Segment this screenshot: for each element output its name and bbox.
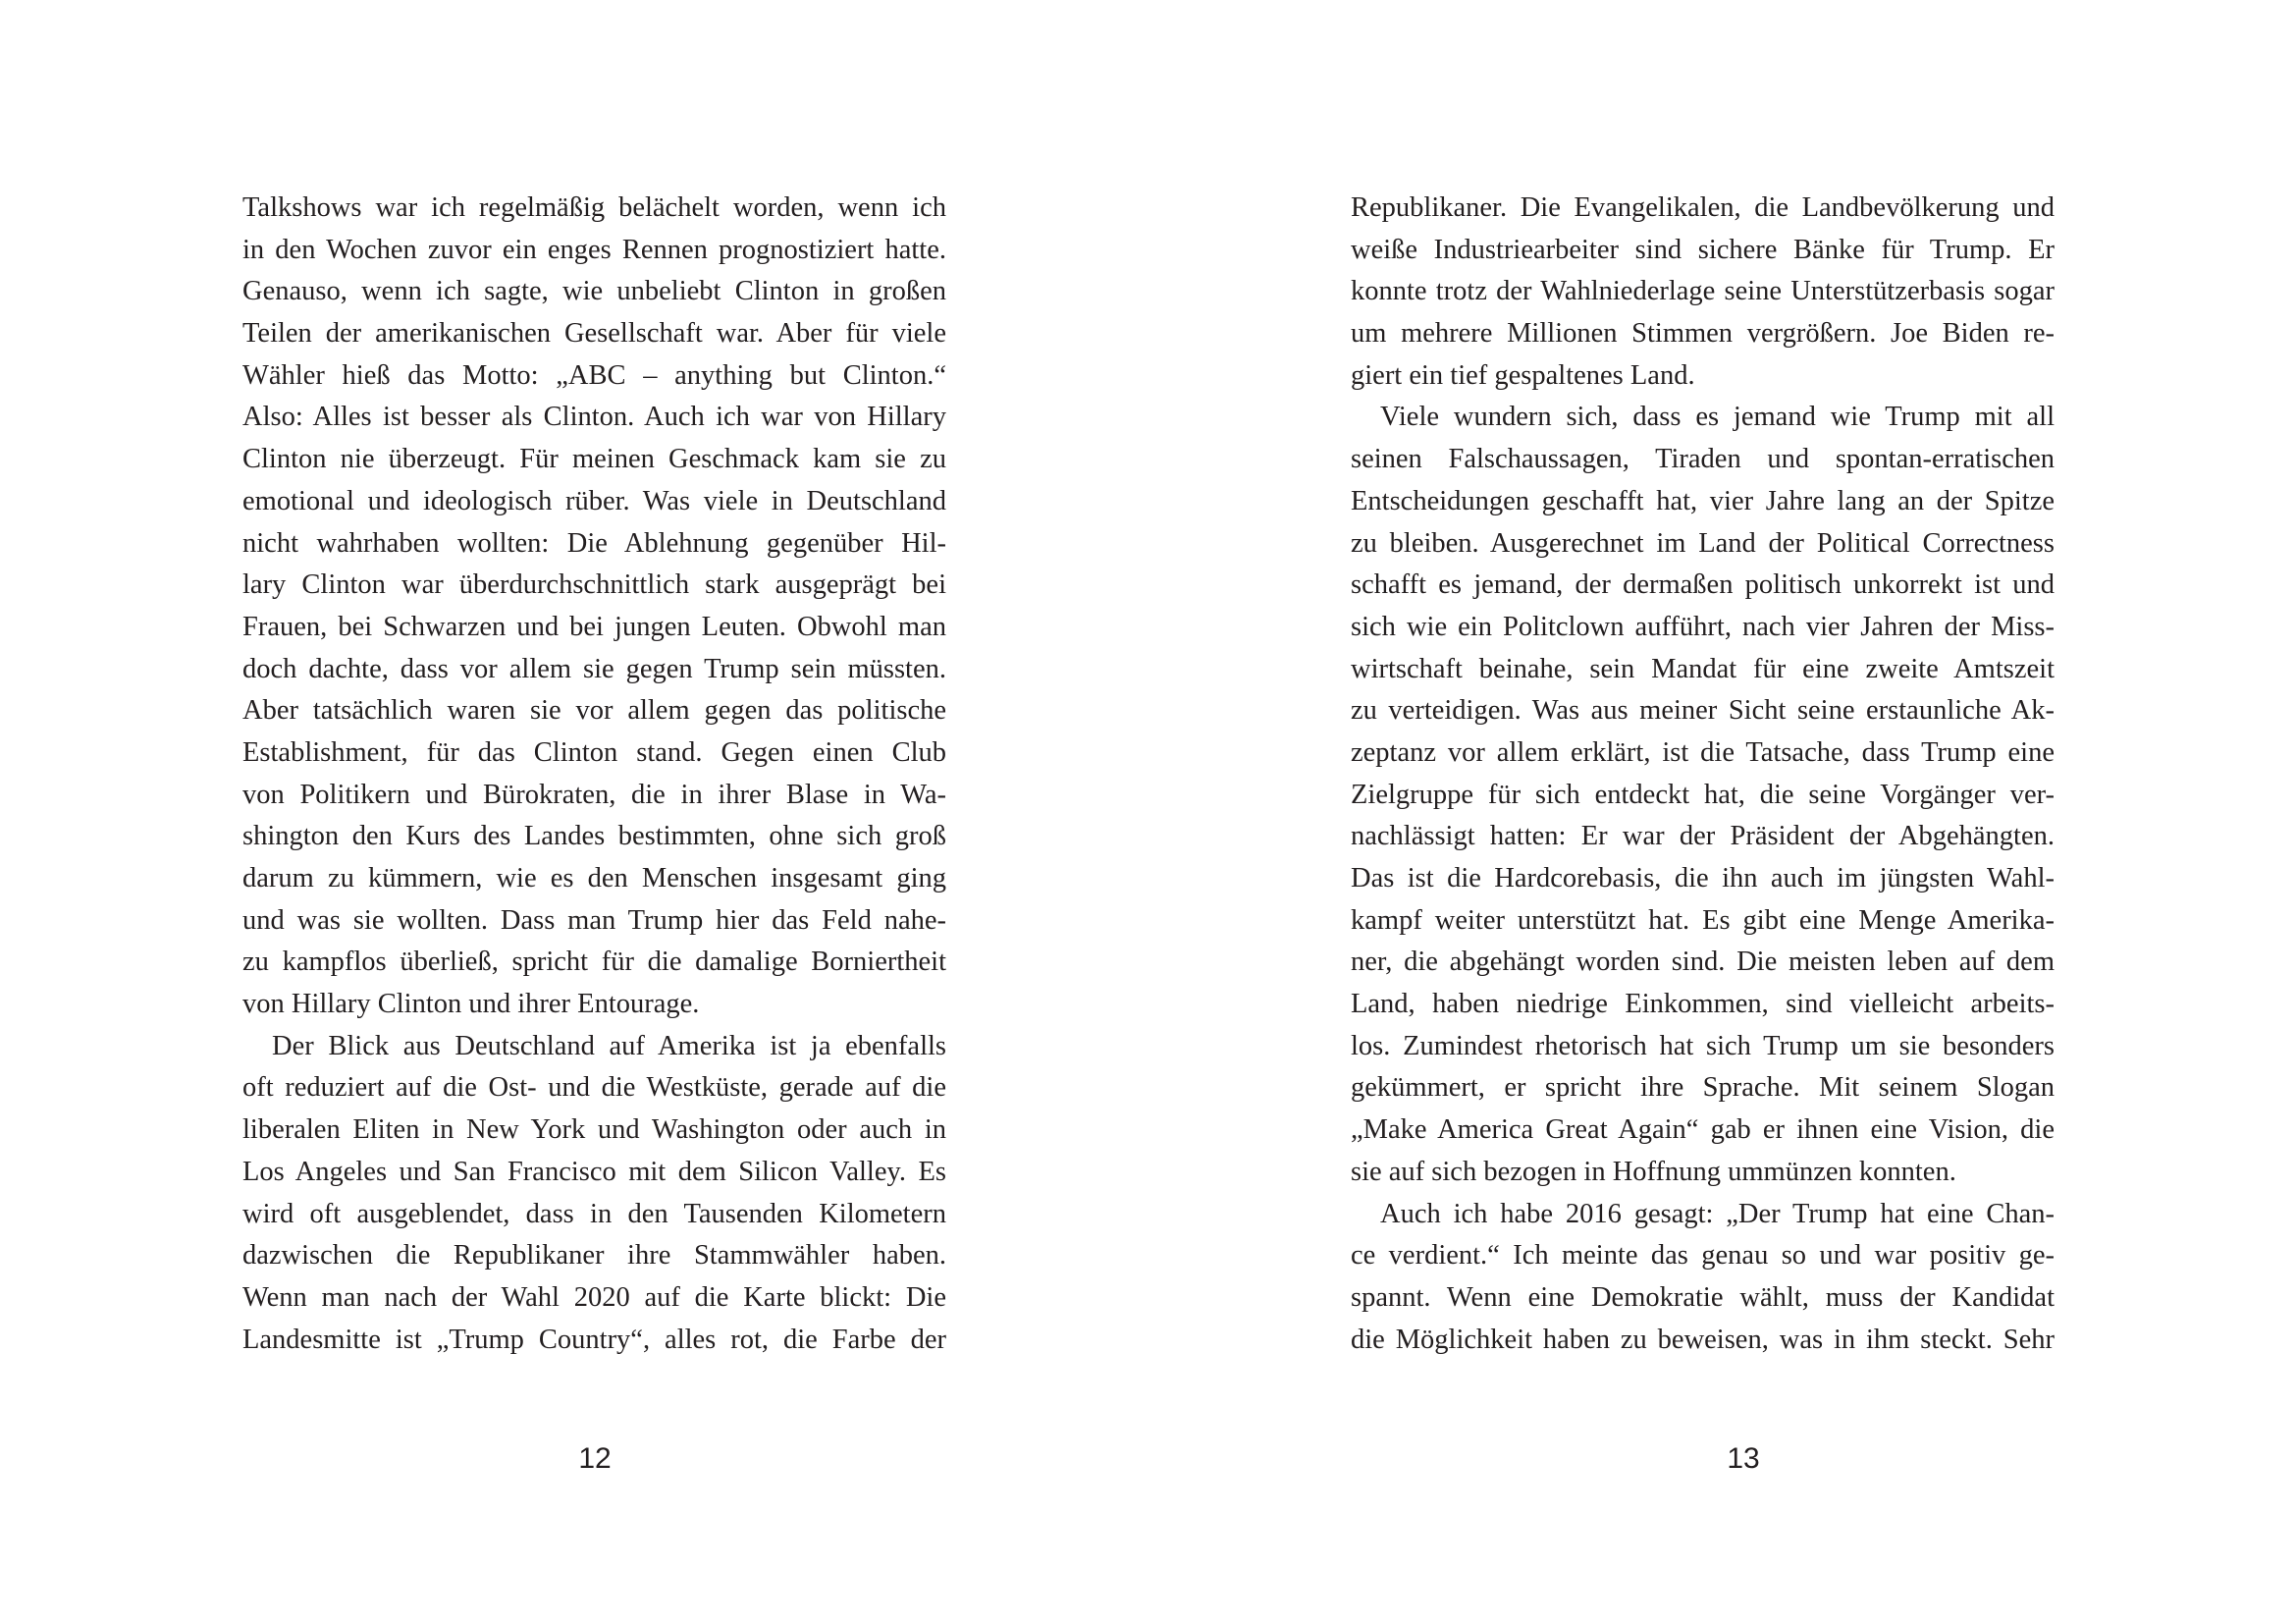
text-line: um mehrere Millionen Stimmen vergrößern. Joe Biden re- <box>1351 318 2055 350</box>
text-line: seinen Falschaussagen, Tiraden und spontan-erratischen <box>1351 444 2055 475</box>
text-line: shington den Kurs des Landes bestimmten, ohne sich groß <box>242 821 946 852</box>
text-line: Also: Alles ist besser als Clinton. Auch ich war von Hillary <box>242 402 946 433</box>
text-line: Los Angeles und San Francisco mit dem Silicon Valley. Es <box>242 1156 946 1187</box>
text-line: spannt. Wenn eine Demokratie wählt, muss der Kandidat <box>1351 1281 2055 1313</box>
text-line: zu verteidigen. Was aus meiner Sicht seine erstaunliche Ak- <box>1351 695 2055 727</box>
text-line: dazwischen die Republikaner ihre Stammwähler haben. <box>242 1240 946 1272</box>
text-line: nicht wahrhaben wollten: Die Ablehnung gegenüber Hil- <box>242 527 946 559</box>
text-line: darum zu kümmern, wie es den Menschen insgesamt ging <box>242 863 946 893</box>
text-line: oft reduziert auf die Ost- und die Westküste, gerade auf die <box>242 1072 946 1104</box>
text-line: Teilen der amerikanischen Gesellschaft war. Aber für viele <box>242 318 946 350</box>
text-line: emotional und ideologisch rüber. Was viele in Deutschland <box>242 485 946 516</box>
text-line: zu kampflos überließ, spricht für die damalige Borniertheit <box>242 947 946 978</box>
text-line: liberalen Eliten in New York und Washington oder auch in <box>242 1114 946 1146</box>
text-line: Landesmitte ist „Trump Country“, alles rot, die Farbe der <box>242 1324 946 1355</box>
text-line: nachlässigt hatten: Er war der Präsident der Abgehängten. <box>1351 821 2055 852</box>
text-line: in den Wochen zuvor ein enges Rennen prognostiziert hatte. <box>242 234 946 265</box>
text-line: von Politikern und Bürokraten, die in ihrer Blase in Wa- <box>242 779 946 810</box>
text-line: Das ist die Hardcorebasis, die ihn auch im jüngsten Wahl- <box>1351 863 2055 893</box>
text-line: kampf weiter unterstützt hat. Es gibt eine Menge Amerika- <box>1351 904 2055 936</box>
text-line: sich wie ein Politclown aufführt, nach vier Jahren der Miss- <box>1351 611 2055 642</box>
text-line: Establishment, für das Clinton stand. Gegen einen Club <box>242 736 946 768</box>
text-line: wirtschaft beinahe, sein Mandat für eine zweite Amtszeit <box>1351 653 2055 684</box>
text-line: Talkshows war ich regelmäßig belächelt worden, wenn ich <box>242 192 946 223</box>
text-line: zu bleiben. Ausgerechnet im Land der Political Correctness <box>1351 527 2055 559</box>
text-line: Wähler hieß das Motto: „ABC – anything but Clinton.“ <box>242 359 946 391</box>
text-line: los. Zumindest rhetorisch hat sich Trump um sie besonders <box>1351 1030 2055 1061</box>
text-line: Republikaner. Die Evangelikalen, die Landbevölkerung und <box>1351 192 2055 223</box>
text-line: Land, haben niedrige Einkommen, sind vielleicht arbeits- <box>1351 989 2055 1020</box>
text-line: konnte trotz der Wahlniederlage seine Unterstützerbasis sogar <box>1351 276 2055 307</box>
text-line: lary Clinton war überdurchschnittlich stark ausgeprägt bei <box>242 569 946 601</box>
text-line: schafft es jemand, der dermaßen politisch unkorrekt ist und <box>1351 569 2055 601</box>
text-line: wird oft ausgeblendet, dass in den Tausenden Kilometern <box>242 1198 946 1229</box>
text-line: ce verdient.“ Ich meinte das genau so und war positiv ge- <box>1351 1240 2055 1272</box>
text-line: Auch ich habe 2016 gesagt: „Der Trump hat eine Chan- <box>1380 1198 2055 1229</box>
text-line: zeptanz vor allem erklärt, ist die Tatsache, dass Trump eine <box>1351 736 2055 768</box>
text-line: Der Blick aus Deutschland auf Amerika ist ja ebenfalls <box>272 1030 946 1061</box>
text-line: ner, die abgehängt worden sind. Die meisten leben auf dem <box>1351 947 2055 978</box>
text-line: Aber tatsächlich waren sie vor allem gegen das politische <box>242 695 946 727</box>
text-line: Viele wundern sich, dass es jemand wie Trump mit all <box>1380 402 2055 433</box>
text-line: Genauso, wenn ich sagte, wie unbeliebt Clinton in großen <box>242 276 946 307</box>
text-line: Zielgruppe für sich entdeckt hat, die seine Vorgänger ver- <box>1351 779 2055 810</box>
text-line: Frauen, bei Schwarzen und bei jungen Leuten. Obwohl man <box>242 611 946 642</box>
text-line: „Make America Great Again“ gab er ihnen eine Vision, die <box>1351 1114 2055 1146</box>
right-page-text <box>1351 188 2055 1361</box>
text-line: die Möglichkeit haben zu beweisen, was in ihm steckt. Sehr <box>1351 1324 2055 1355</box>
text-line: giert ein tief gespaltenes Land. <box>1351 359 1695 391</box>
text-line: sie auf sich bezogen in Hoffnung ummünzen konnten. <box>1351 1156 1956 1187</box>
text-line: Entscheidungen geschafft hat, vier Jahre lang an der Spitze <box>1351 485 2055 516</box>
text-line: gekümmert, er spricht ihre Sprache. Mit seinem Slogan <box>1351 1072 2055 1104</box>
text-line: weiße Industriearbeiter sind sichere Bänke für Trump. Er <box>1351 234 2055 265</box>
text-line: Clinton nie überzeugt. Für meinen Geschmack kam sie zu <box>242 444 946 475</box>
right-page <box>1148 0 2296 1624</box>
left-page-number: 12 <box>578 1442 612 1475</box>
text-line: doch dachte, dass vor allem sie gegen Trump sein müssten. <box>242 653 946 684</box>
text-line: von Hillary Clinton und ihrer Entourage. <box>242 989 700 1020</box>
right-page-number: 13 <box>1727 1442 1760 1475</box>
text-line: und was sie wollten. Dass man Trump hier das Feld nahe- <box>242 904 946 936</box>
left-page-text <box>242 188 946 1361</box>
text-line: Wenn man nach der Wahl 2020 auf die Karte blickt: Die <box>242 1281 946 1313</box>
